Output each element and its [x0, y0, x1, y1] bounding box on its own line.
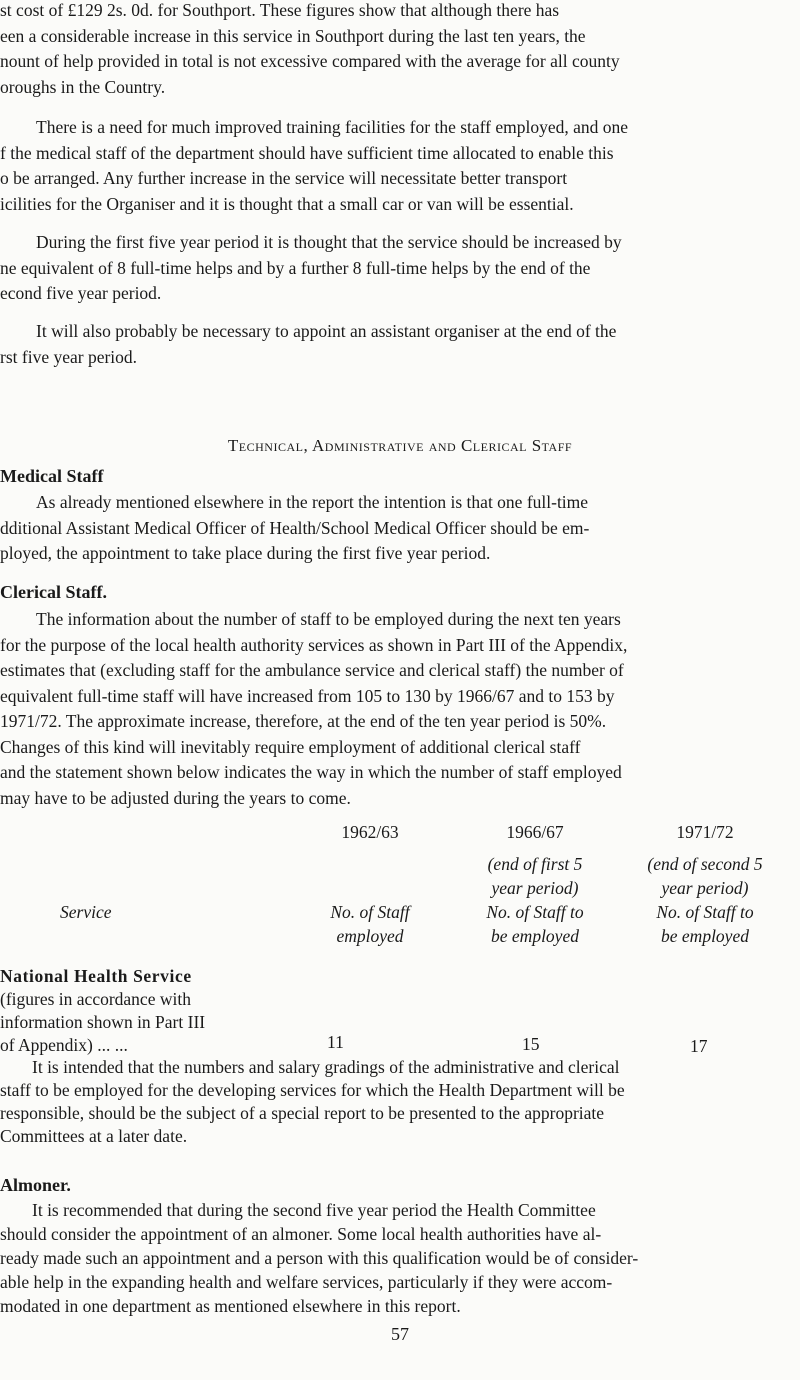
col-desc-1966: (end of first 5 year period) No. of Staff to be employed: [486, 854, 584, 946]
text-line: It will also probably be necessary to appoint an assistant organiser at the end of the: [36, 321, 617, 341]
text-line: een a considerable increase in this service in Southport during the last ten years, the: [0, 25, 586, 46]
col-desc-1962: No. of Staff employed: [330, 902, 410, 946]
medical-staff-heading: Medical Staff: [0, 466, 104, 486]
text-line: ployed, the appointment to take place during the first five year period.: [0, 543, 491, 563]
text-line: estimates that (excluding staff for the ambulance service and clerical staff) the number of: [0, 660, 624, 680]
text-line: ready made such an appointment and a person with this qualification would be of consider-: [0, 1248, 639, 1268]
paragraph-clerical: [0, 607, 627, 811]
paragraph-intended: [0, 1056, 625, 1148]
row-label: [0, 965, 205, 1057]
text-line: staff to be employed for the developing services for which the Health Department will be: [0, 1080, 625, 1100]
text-line: and the statement shown below indicates the way in which the number of staff employed: [0, 762, 622, 782]
col-year-1971: 1971/72: [676, 822, 734, 842]
text-line: o be arranged. Any further increase in the service will necessitate better transport: [0, 168, 568, 188]
text-line: of Appendix) ... ...: [0, 1035, 128, 1055]
text-line: information shown in Part III: [0, 1012, 206, 1032]
paragraph-assistant: [0, 319, 616, 370]
row-label-title: National Health Service: [0, 966, 192, 986]
paragraph-cost: [0, 0, 620, 100]
text-line: As already mentioned elsewhere in the report the intention is that one full-time: [36, 492, 589, 512]
text-line: able help in the expanding health and welfare services, particularly if they were accom-: [0, 1272, 613, 1292]
paragraph-almoner: [0, 1198, 638, 1318]
section-heading: Technical, Administrative and Clerical Staff: [227, 436, 573, 455]
text-line: (figures in accordance with: [0, 989, 191, 1009]
text-line: econd five year period.: [0, 283, 162, 303]
value-1971: 17: [690, 1036, 708, 1056]
text-line: may have to be adjusted during the years to come.: [0, 787, 351, 808]
clerical-staff-heading: Clerical Staff.: [0, 582, 107, 602]
text-line: modated in one department as mentioned elsewhere in this report.: [0, 1296, 461, 1316]
paragraph-medical: [0, 490, 589, 567]
value-1966: 15: [522, 1034, 540, 1054]
text-line: dditional Assistant Medical Officer of Health/School Medical Officer should be em-: [0, 517, 590, 538]
text-line: should consider the appointment of an almoner. Some local health authorities have al-: [0, 1224, 602, 1244]
col-desc-1971: (end of second 5 year period) No. of Staff to be employed: [647, 854, 763, 946]
text-line: responsible, should be the subject of a special report to be presented to the appropriate: [0, 1103, 605, 1123]
text-line: Committees at a later date.: [0, 1126, 188, 1146]
text-line: f the medical staff of the department should have sufficient time allocated to enable this: [0, 142, 614, 163]
text-line: ne equivalent of 8 full-time helps and by a further 8 full-time helps by the end of the: [0, 257, 591, 278]
text-line: During the first five year period it is thought that the service should be increased by: [36, 232, 622, 252]
value-1962: 11: [327, 1032, 344, 1052]
text-line: st cost of £129 2s. 0d. for Southport. These figures show that although there has: [0, 0, 560, 20]
text-line: Changes of this kind will inevitably require employment of additional clerical staff: [0, 736, 581, 757]
almoner-heading: Almoner.: [0, 1175, 71, 1195]
text-line: equivalent full-time staff will have increased from 105 to 130 by 1966/67 and to 153 by: [0, 685, 615, 706]
paragraph-increase: [0, 230, 622, 307]
text-line: icilities for the Organiser and it is thought that a small car or van will be essential.: [0, 193, 574, 214]
text-line: The information about the number of staff to be employed during the next ten years: [36, 609, 621, 629]
text-line: It is recommended that during the second five year period the Health Committee: [32, 1200, 596, 1220]
service-header: Service: [60, 902, 112, 922]
paragraph-training: [0, 115, 628, 217]
text-line: rst five year period.: [0, 346, 138, 367]
text-line: 1971/72. The approximate increase, therefore, at the end of the ten year period is 50%.: [0, 711, 607, 731]
page-number: 57: [391, 1324, 409, 1344]
text-line: for the purpose of the local health authority services as shown in Part III of the Appendix,: [0, 634, 628, 655]
text-line: There is a need for much improved training facilities for the staff employed, and one: [36, 117, 629, 137]
text-line: nount of help provided in total is not excessive compared with the average for all county: [0, 51, 620, 71]
col-year-1966: 1966/67: [506, 822, 564, 842]
col-year-1962: 1962/63: [341, 822, 399, 842]
text-line: It is intended that the numbers and salary gradings of the administrative and clerical: [32, 1057, 620, 1077]
text-line: oroughs in the Country.: [0, 76, 166, 97]
